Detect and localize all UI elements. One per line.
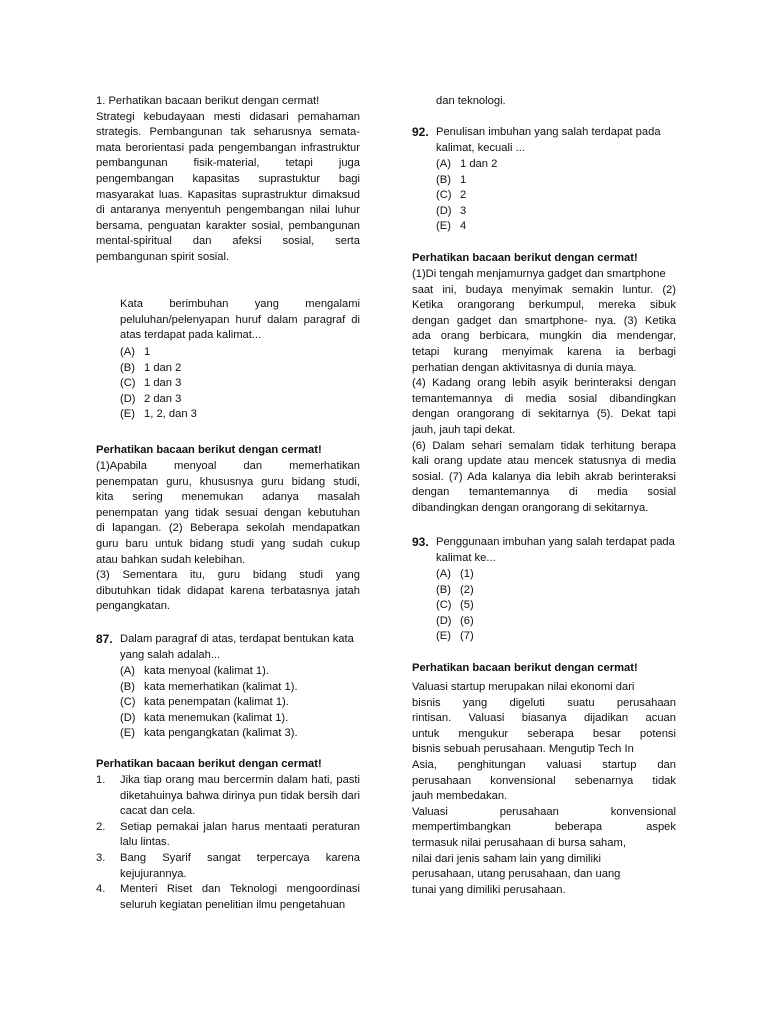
list-continuation: dan teknologi. [436,95,506,107]
question-number: 92. [412,125,429,139]
option-a[interactable]: (A) kata menyoal (kalimat 1). [120,665,269,677]
question-1-heading: 1. Perhatikan bacaan berikut dengan cermat! [96,95,320,107]
option-b[interactable]: (B) (2) [436,583,474,596]
question-1-options [120,345,197,423]
passage-valuasi: Valuasi startup merupakan nilai ekonomi dari bisnis yang digeluti suatu perusahaan rintisan. Valuasi biasanya dijadikan acuan untuk mengukur seberapa besar potensi bisnis sebuah perusahaan. Mengutip Tech In Asia, penghitungan valuasi startup dan perusahaan konvensional sebenarnya tidak jauh membedakan. Valuasi perusahaan konvensional mempertimbangkan beberapa aspek termasuk nilai perusahaan di bursa saham, nilai dari jenis saham lain yang dimiliki perusahaan, utang perusahaan, dan uang tunai yang dimiliki perusahaan. [412,681,676,896]
question-87-prompt: Dalam paragraf di atas, terdapat bentukan kata yang salah adalah... [120,633,354,661]
option-a[interactable]: (A) 1 [120,346,151,358]
option-d[interactable]: (D) kata menemukan (kalimat 1). [120,711,289,724]
question-number: 87. [96,632,113,646]
list-item: 3. Bang Syarif sangat terpercaya karena kejujurannya. [96,851,360,880]
question-number: 93. [412,535,429,549]
option-e[interactable]: (E) kata pengangkatan (kalimat 3). [120,727,298,740]
section-heading-87: Perhatikan bacaan berikut dengan cermat! [96,444,322,456]
question-93-options [436,567,474,645]
passage-87: (1)Apabila menyoal dan memerhatikan penempatan guru, khususnya guru bidang studi, kita sering menemukan adanya masalah penempatan yang tidak sesuai dengan kebutuhan di lapangan. (2) Beberapa sekolah mendapatkan guru baru untuk bidang studi yang sudah cukup atau bahkan sudah kelebihan. (3) Sementara itu, guru bidang studi yang dibutuhkan tidak didapat karena terbatasnya jatah pengangkatan. [96,460,360,613]
option-d[interactable]: (D) 3 [436,204,467,217]
passage-93: (1)Di tengah menjamurnya gadget dan smartphone saat ini, budaya menyimak semakin luntur. (2) Ketika orangorang berkumpul, mereka sibuk dengan gadget dan smartphone- nya. (3) Ketika ada orang berbicara, mungkin dia mendengar, tetapi kurang menyimak karena ia berbagi perhatian dengan aktivitasnya di dunia maya. (4) Kadang orang lebih asyik berinteraksi dengan temantemannya di media sosial dibandingkan dengan orangorang di sekitarnya (5). Dekat tapi jauh, jauh tapi dekat. (6) Dalam sehari semalam tidak terhitung berapa kali orang update atau mencek statusnya di media sosial. (7) Ada kalanya dia lebih akrab berinteraksi dengan temantemannya di media sosial dibandingkan dengan orangorang di sekitarnya. [412,268,676,514]
option-d[interactable]: (D) (6) [436,614,474,627]
section-heading-valuasi: Perhatikan bacaan berikut dengan cermat! [412,662,638,674]
question-93-prompt: Penggunaan imbuhan yang salah terdapat pada kalimat ke... [436,536,675,564]
list-item: 1. Jika tiap orang mau bercermin dalam hati, pasti diketahuinya bahwa dirinya pun tidak bersih dari cacat dan cela. [96,774,360,818]
sentence-list [96,773,360,913]
option-c[interactable]: (C) kata penempatan (kalimat 1). [120,696,289,709]
option-b[interactable]: (B) 1 [436,173,467,186]
option-e[interactable]: (E) (7) [436,630,474,643]
option-d[interactable]: (D) 2 dan 3 [120,392,182,405]
question-1-passage: Strategi kebudayaan mesti didasari pemahaman strategis. Pembangunan tak seharusnya semata-mata berorientasi pada pengembangan infrastruktur pembangunan fisik-material, tetapi juga pengembangan kapasitas suprastuktur bagi masyarakat luas. Kapasitas suprastruktur dimaksud di antaranya menyentuh pengembangan nilai luhur bersama, penguatan karakter sosial, pembangunan mental-spiritual dan afeksi sosial, serta pembangunan spirit sosial. [96,110,360,263]
section-heading-93: Perhatikan bacaan berikut dengan cermat! [412,252,638,264]
option-c[interactable]: (C) 2 [436,189,467,202]
question-87-options [120,664,298,742]
option-a[interactable]: (A) 1 dan 2 [436,158,498,170]
option-a[interactable]: (A) (1) [436,568,474,580]
option-e[interactable]: (E) 4 [436,220,467,233]
list-item: 2. Setiap pemakai jalan harus mentaati peraturan lalu lintas. [96,820,360,849]
question-92-options [436,157,497,235]
option-c[interactable]: (C) (5) [436,599,474,612]
section-heading-list: Perhatikan bacaan berikut dengan cermat! [96,758,322,770]
option-b[interactable]: (B) 1 dan 2 [120,361,182,374]
option-e[interactable]: (E) 1, 2, dan 3 [120,408,197,421]
question-1-prompt: Kata berimbuhan yang mengalami peluluhan/pelenyapan huruf dalam paragraf di atas terdapat pada kalimat... [120,298,360,342]
question-1-block [96,94,360,266]
option-c[interactable]: (C) 1 dan 3 [120,377,182,390]
list-item: 4. Menteri Riset dan Teknologi mengoordinasi seluruh kegiatan penelitian ilmu pengetahuan [96,883,360,911]
option-b[interactable]: (B) kata memerhatikan (kalimat 1). [120,680,298,693]
question-92-prompt: Penulisan imbuhan yang salah terdapat pada kalimat, kecuali ... [436,126,661,154]
